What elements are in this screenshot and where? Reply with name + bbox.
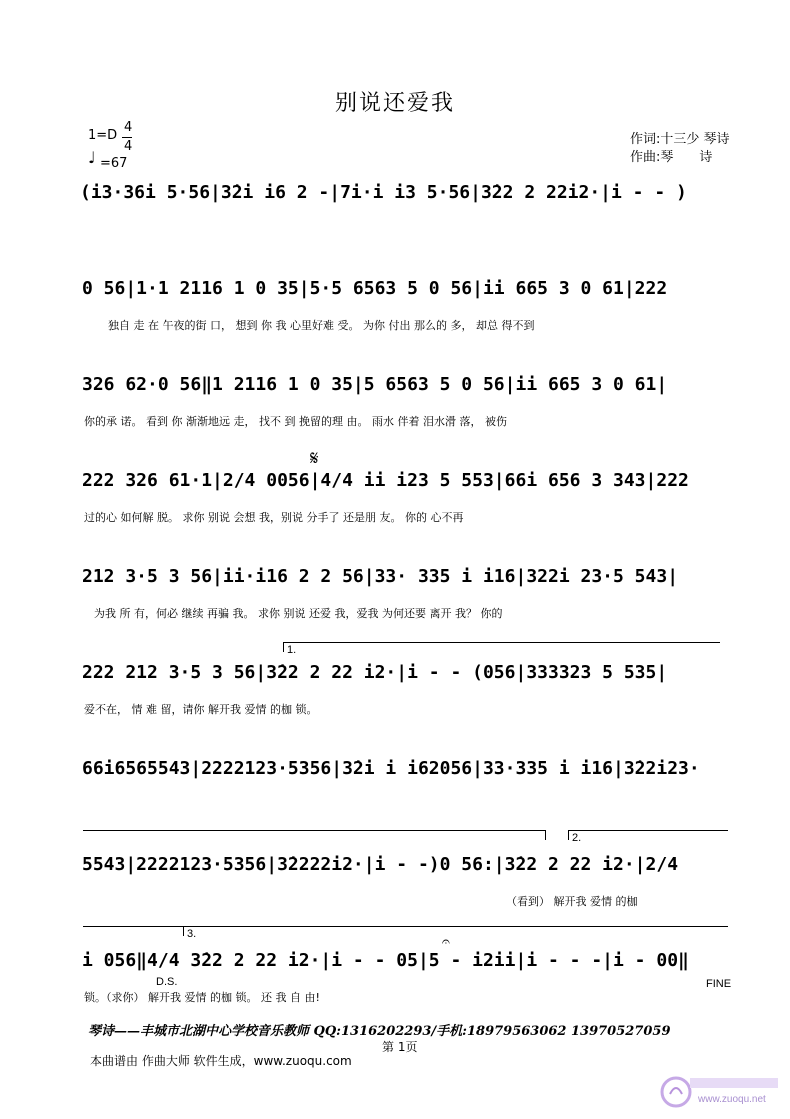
author-contact: 琴诗——丰城市北湖中心学校音乐教师 QQ:1316202293/手机:18979563062 13970527059: [88, 1024, 671, 1039]
page-number: 第 1页: [382, 1040, 418, 1054]
lyrics-line-3: 你的承 诺。 看到 你 渐渐地远 走， 找不 到 挽留的理 由。 雨水 伴着 泪水滑 落， 被伤: [84, 415, 507, 428]
lyrics-line-2: 独自 走 在 午夜的街 口， 想到 你 我 心里好难 受。 为你 付出 那么的 多， 却总 得不到: [108, 319, 535, 332]
watermark-logo: [656, 1072, 784, 1112]
generator-note: 本曲谱由 作曲大师 软件生成，www.zuoqu.com: [90, 1054, 352, 1068]
score-system-8: 5543|2222123·5356|3̇2222i2·|i - -)0 56:|3̇22 2 22 i2·|2/4: [82, 854, 679, 875]
score-system-6: 222 212 3·5 3 56|3̇22 2 22 i2·|i - - (056|333323 5 535|: [82, 662, 668, 683]
fermata-icon: 𝄐: [442, 934, 450, 950]
score-system-3: 326 62·0 56‖1 2116 1 0 35|5 6563 5 0 56|ii 665 3 0 61|: [82, 374, 668, 395]
fine-marking: FINE: [706, 978, 732, 990]
time-signature-bottom: 4: [124, 139, 133, 154]
volta-1-label: 1.: [287, 644, 297, 656]
time-signature-top: 4: [124, 120, 133, 135]
lyrics-line-4: 过的心 如何解 脱。 求你 别说 会想 我，别说 分手了 还是朋 友。 你的 心不再: [84, 511, 464, 524]
score-system-1: (i3·36i 5·56|3̇2i i6 2 -|7i·i i3 5·56|3̇22 2 22i2·|i - - ): [80, 182, 687, 203]
lyrics-line-5: 为我 所 有，何必 继续 再骗 我。 求你 别说 还爱 我，爱我 为何还要 离开 我？ 你的: [94, 607, 503, 620]
score-system-5: 212 3·5 3 56|ii·i16 2 2 56|33· 335 i i16|322i 23·5 543|: [82, 566, 679, 587]
composer-credit: 作曲:琴 诗: [630, 150, 713, 165]
volta-3-label: 3.: [187, 928, 197, 940]
page-title: 别说还爱我: [334, 91, 455, 116]
watermark-logo-icon: [656, 1072, 784, 1112]
ds-marking: D.S.: [156, 976, 178, 988]
tempo-marking: =67: [100, 156, 128, 171]
key-signature: 1=D: [88, 128, 118, 143]
segno-icon: 𝄋: [310, 446, 319, 470]
volta-2-label: 2.: [572, 832, 582, 844]
quarter-note-icon: ♩: [88, 148, 96, 167]
watermark-text: www.zuoqu.net: [698, 1094, 766, 1105]
lyrics-line-8: （看到） 解开我 爱情 的枷: [506, 895, 638, 908]
score-system-4: 222 326 61·1|2/4 0056|4/4 ii i23 5 553|66i 656 3 343|222: [82, 470, 689, 491]
lyricist-credit: 作词:十三少 琴诗: [630, 132, 730, 147]
lyrics-line-9: 锁。（求你） 解开我 爱情 的枷 锁。 还 我 自 由!: [84, 991, 320, 1004]
score-system-7: 66i6565543|2222123·5356|3̇2i i i62056|33·335 i i16|3̇22i23·: [82, 758, 700, 779]
score-system-2: 0 56|1·1 2116 1 0 35|5·5 6563 5 0 56|ii 665 3 0 61|222: [82, 278, 668, 299]
lyrics-line-6: 爱不在， 情 难 留，请你 解开我 爱情 的枷 锁。: [84, 703, 318, 716]
score-system-9: i 056‖4/4 3̇22 2 22 i2·|i - - 05|5 - i2ii|i - - -|i - 00‖: [82, 950, 689, 971]
